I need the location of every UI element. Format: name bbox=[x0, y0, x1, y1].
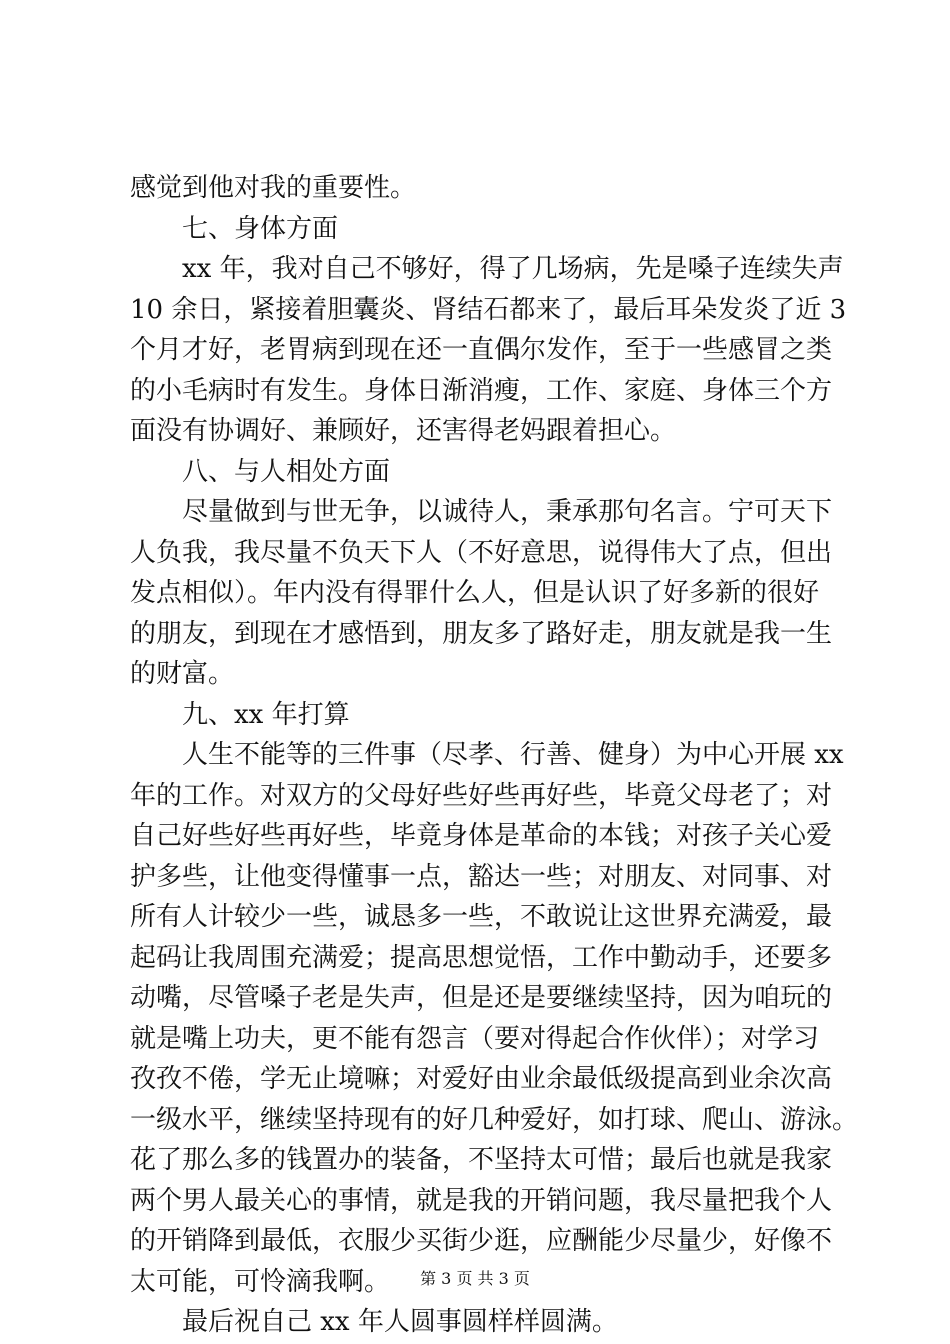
text-line: 所有人计较少一些，诚恳多一些，不敢说让这世界充满爱，最 bbox=[130, 902, 833, 932]
text-line: 花了那么多的钱置办的装备，不坚持太可惜；最后也就是我家 bbox=[130, 1145, 833, 1175]
text-line: 的财富。 bbox=[130, 659, 235, 689]
text-line: 八、与人相处方面 bbox=[182, 456, 391, 487]
text-line: 尽量做到与世无争，以诚待人，秉承那句名言。宁可天下 bbox=[182, 497, 833, 527]
text-line: 两个男人最关心的事情，就是我的开销问题，我尽量把我个人 bbox=[130, 1185, 833, 1216]
text-line: 人负我，我尽量不负天下人（不好意思，说得伟大了点，但出 bbox=[130, 537, 833, 568]
text-line: 人生不能等的三件事（尽孝、行善、健身）为中心开展 xx bbox=[182, 740, 844, 770]
text-line: 的小毛病时有发生。身体日渐消瘦，工作、家庭、身体三个方 bbox=[130, 375, 833, 406]
text-line: 面没有协调好、兼顾好，还害得老妈跟着担心。 bbox=[130, 416, 677, 446]
text-line: 10 余日，紧接着胆囊炎、肾结石都来了，最后耳朵发炎了近 3 bbox=[130, 294, 847, 325]
text-line: 最后祝自己 xx 年人圆事圆样样圆满。 bbox=[182, 1307, 618, 1337]
text-line: xx 年，我对自己不够好，得了几场病，先是嗓子连续失声 bbox=[182, 254, 844, 284]
text-line: 护多些，让他变得懂事一点，豁达一些；对朋友、对同事、对 bbox=[130, 861, 833, 892]
text-line: 年的工作。对双方的父母好些好些再好些，毕竟父母老了；对 bbox=[130, 780, 833, 811]
text-line: 动嘴，尽管嗓子老是失声，但是还是要继续坚持，因为咱玩的 bbox=[130, 983, 833, 1013]
text-line: 七、身体方面 bbox=[182, 213, 339, 244]
text-line: 太可能，可怜滴我啊。 bbox=[130, 1266, 391, 1297]
text-line: 起码让我周围充满爱；提高思想觉悟，工作中勤动手，还要多 bbox=[130, 942, 833, 973]
text-line: 就是嘴上功夫，更不能有怨言（要对得起合作伙伴）；对学习 bbox=[130, 1023, 820, 1054]
text-line: 一级水平，继续坚持现有的好几种爱好，如打球、爬山、游泳。 bbox=[130, 1104, 859, 1135]
text-line: 九、xx 年打算 bbox=[182, 699, 350, 730]
text-line: 的开销降到最低，衣服少买街少逛，应酬能少尽量少，好像不 bbox=[130, 1226, 833, 1256]
document-body bbox=[130, 168, 859, 1343]
page-footer: 第 3 页 共 3 页 bbox=[420, 1269, 530, 1288]
text-line: 感觉到他对我的重要性。 bbox=[130, 173, 417, 203]
text-line: 发点相似）。年内没有得罪什么人，但是认识了好多新的很好 bbox=[130, 578, 820, 608]
text-line: 自己好些好些再好些，毕竟身体是革命的本钱；对孩子关心爱 bbox=[130, 821, 833, 851]
text-line: 个月才好，老胃病到现在还一直偶尔发作，至于一些感冒之类 bbox=[130, 335, 833, 365]
text-line: 孜孜不倦，学无止境嘛；对爱好由业余最低级提高到业余次高 bbox=[130, 1064, 833, 1094]
text-line: 的朋友，到现在才感悟到，朋友多了路好走，朋友就是我一生 bbox=[130, 618, 833, 649]
